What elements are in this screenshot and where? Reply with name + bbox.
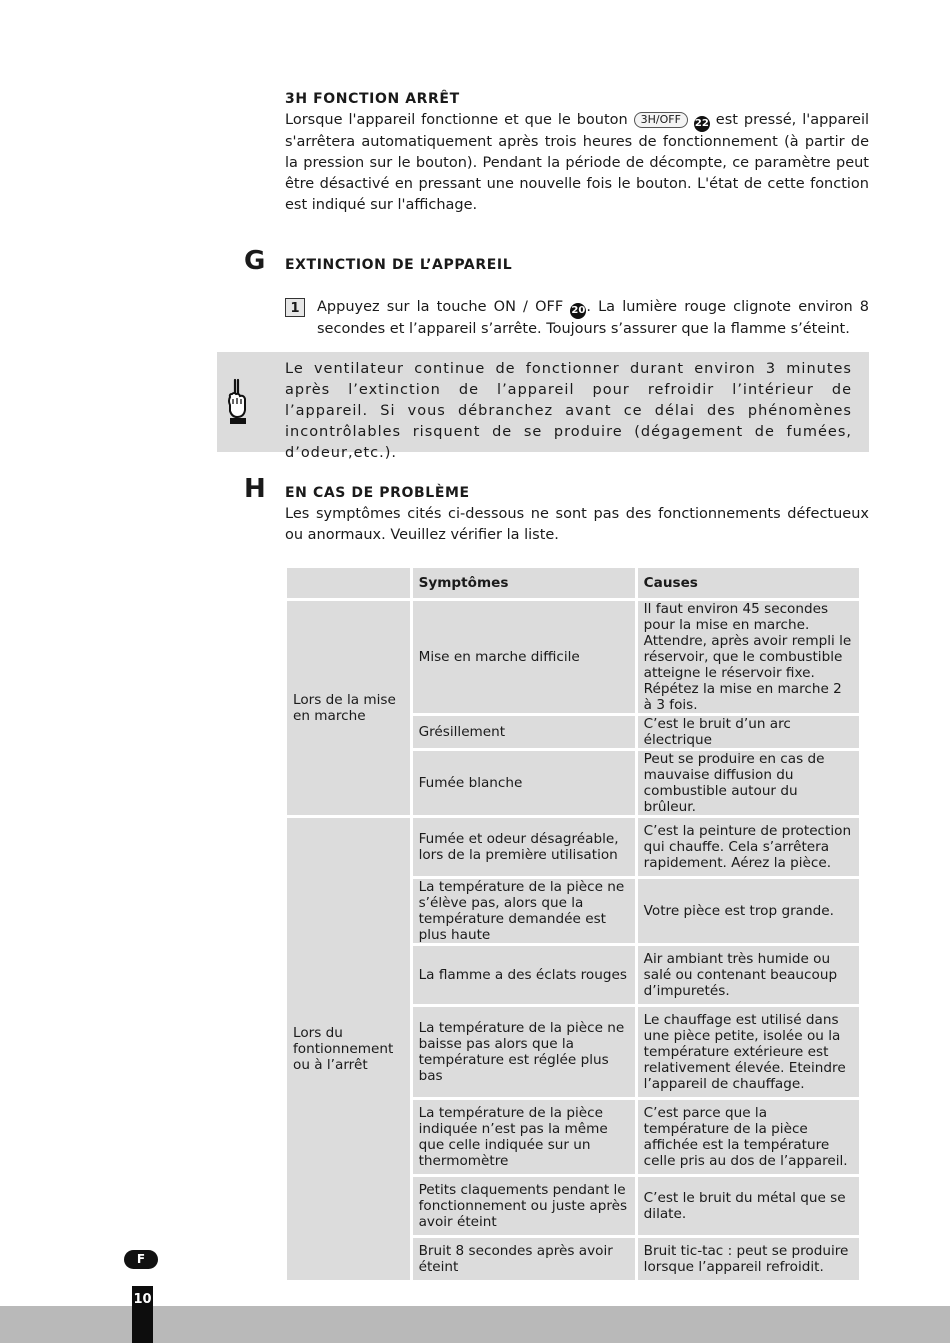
symptom-cell: La température de la pièce ne s’élève pas, alors que la température demandée est plus haute — [413, 879, 635, 943]
step-text-after: . La lumière rouge clignote environ 8 secondes et l’appareil s’arrête. Toujours s’assurer que la flamme s’éteint. — [317, 299, 870, 337]
step-number-box: 1 — [285, 298, 305, 317]
symptom-cell: Grésillement — [413, 716, 635, 748]
section-3h-heading: 3H FONCTION ARRÊT — [285, 91, 460, 107]
page-number: 10 — [133, 1292, 152, 1307]
cause-cell: C’est parce que la température de la pièce affichée est la température celle pris au dos de l’appareil. — [638, 1100, 859, 1174]
cause-cell: Peut se produire en cas de mauvaise diffusion du combustible autour du brûleur. — [638, 751, 859, 815]
table-row — [287, 601, 859, 713]
table-header-row — [287, 568, 859, 598]
symptom-cell: Fumée blanche — [413, 751, 635, 815]
group-label-startup: Lors de la mise en marche — [287, 601, 410, 815]
symptom-cell: La température de la pièce indiquée n’est pas la même que celle indiquée sur un thermomètre — [413, 1100, 635, 1174]
note-box — [217, 352, 869, 461]
symptom-cell: Petits claquements pendant le fonctionnement ou juste après avoir éteint — [413, 1177, 635, 1235]
cause-cell: Bruit tic-tac : peut se produire lorsque l’appareil refroidit. — [638, 1238, 859, 1280]
section-letter-g: G — [244, 246, 266, 276]
cause-cell: Le chauffage est utilisé dans une pièce petite, isolée ou la température extérieure est relativement élevée. Eteindre l’appareil de chauffage. — [638, 1007, 859, 1097]
cause-cell: Air ambiant très humide ou salé ou contenant beaucoup d’impuretés. — [638, 946, 859, 1004]
cause-cell: C’est le bruit d’un arc électrique — [638, 716, 859, 748]
ref-number-22: 22 — [694, 116, 710, 132]
symptom-cell: Bruit 8 secondes après avoir éteint — [413, 1238, 635, 1280]
note-text: Le ventilateur continue de fonctionner durant environ 3 minutes après l’extinction de l’appareil pour refroidir l’intérieur de l’appareil. Si vous débranchez avant ce délai des phénomènes incontrôlables risquent de se produire (dégagement de fumées, d’odeur,etc.). — [285, 361, 852, 461]
troubleshooting-table — [284, 565, 862, 1283]
section-h-intro: Les symptômes cités ci-dessous ne sont pas des fonctionnements défectueux ou anormaux. Veuillez vérifier la liste. — [285, 506, 869, 543]
step-1-text — [317, 297, 869, 340]
table-header-symptoms: Symptômes — [413, 568, 635, 598]
section-letter-h: H — [244, 474, 266, 504]
language-tab: F — [124, 1250, 158, 1269]
step-text-before: Appuyez sur la touche ON / OFF — [317, 299, 564, 315]
cause-cell: Il faut environ 45 secondes pour la mise en marche. Attendre, après avoir rempli le réservoir, que le combustible atteigne le réservoir fixe. Répétez la mise en marche 2 à 3 fois. — [638, 601, 859, 713]
ref-number-20: 20 — [570, 303, 586, 319]
group-label-operation: Lors du fontionnement ou à l’arrêt — [287, 818, 410, 1280]
section-3h-text-after: est pressé, l'appareil s'arrêtera automatiquement après trois heures de fonctionnement (à partir de la pression sur le bouton). Pendant la période de décompte, ce paramètre peut être désactivé en pressant une nouvelle fois le bouton. L'état de cette fonction est indiqué sur l'affichage. — [285, 112, 870, 213]
table-row — [287, 818, 859, 876]
section-3h-text-before: Lorsque l'appareil fonctionne et que le bouton — [285, 112, 628, 128]
symptom-cell: La flamme a des éclats rouges — [413, 946, 635, 1004]
section-3h-paragraph — [285, 110, 869, 216]
cause-cell: C’est le bruit du métal que se dilate. — [638, 1177, 859, 1235]
button-3h-off-label: 3H/OFF — [634, 112, 688, 128]
pointing-hand-icon — [224, 377, 250, 431]
cause-cell: Votre pièce est trop grande. — [638, 879, 859, 943]
symptom-cell: Mise en marche difficile — [413, 601, 635, 713]
section-g-heading: EXTINCTION DE L’APPAREIL — [285, 257, 513, 273]
table-header-causes: Causes — [638, 568, 859, 598]
section-h-heading: EN CAS DE PROBLÈME — [285, 485, 470, 501]
cause-cell: C’est la peinture de protection qui chauffe. Cela s’arrêtera rapidement. Aérez la pièce. — [638, 818, 859, 876]
symptom-cell: La température de la pièce ne baisse pas alors que la température est réglée plus bas — [413, 1007, 635, 1097]
table-header-empty — [287, 568, 410, 598]
symptom-cell: Fumée et odeur désagréable, lors de la première utilisation — [413, 818, 635, 876]
